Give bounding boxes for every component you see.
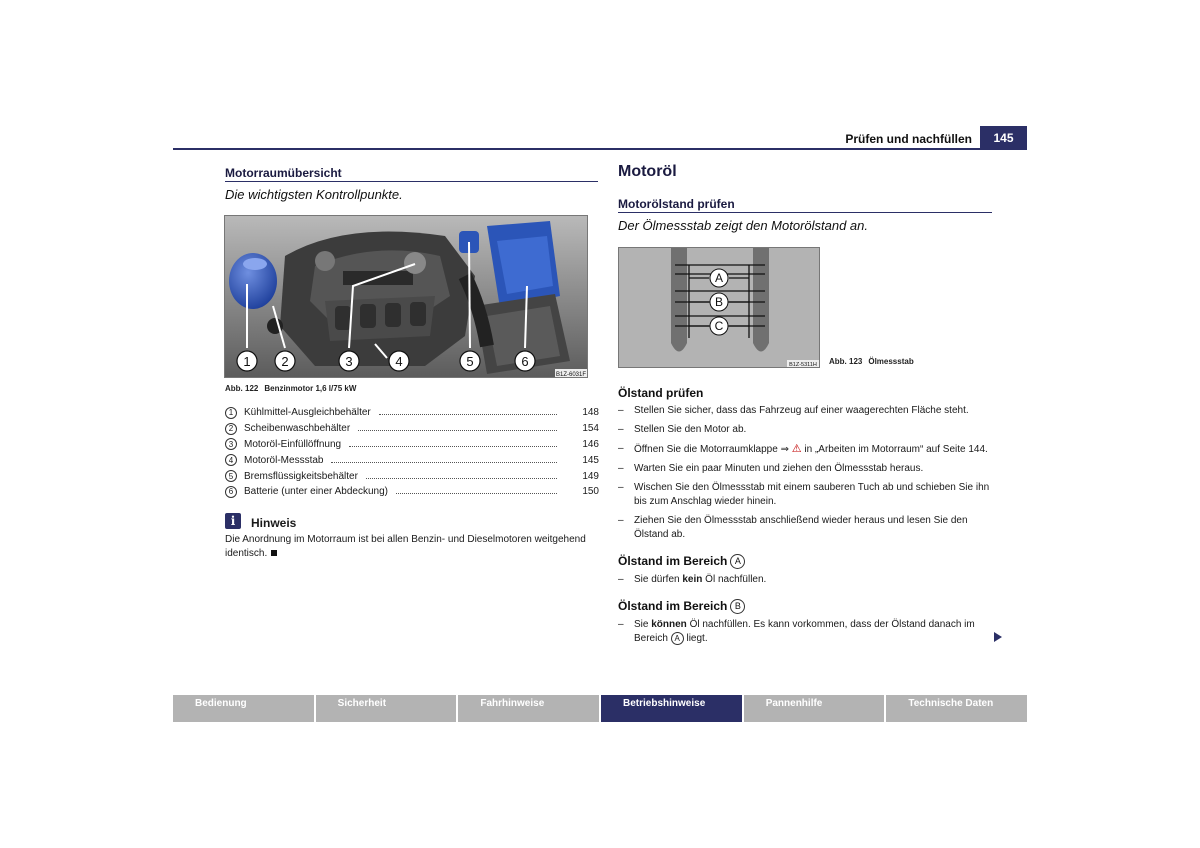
nav-tab-sicherheit[interactable]: Sicherheit <box>316 695 457 722</box>
warning-triangle-icon: ⚠ <box>791 443 802 455</box>
reference-arrow-icon: ⇒ <box>780 444 789 455</box>
range-b-item <box>618 618 994 646</box>
legend-number: 3 <box>225 438 237 450</box>
heading-range-a <box>618 554 745 569</box>
callout-1 <box>237 351 257 371</box>
range-b-bold: können <box>651 619 687 630</box>
range-b-inline-letter: A <box>671 632 684 645</box>
callout-label: 3 <box>345 354 353 369</box>
mark-c <box>710 317 728 335</box>
leader-dots <box>358 423 557 431</box>
callout-label: 2 <box>281 354 289 369</box>
heading-range-b <box>618 599 745 614</box>
callout-6 <box>515 351 535 371</box>
leader-dots <box>366 471 557 479</box>
legend-page-ref[interactable]: 150 <box>582 486 599 498</box>
legend-label: Batterie (unter einer Abdeckung) <box>244 486 388 498</box>
note-text <box>225 533 599 561</box>
mark-a <box>710 269 728 287</box>
dipstick-figure <box>618 247 820 368</box>
component-legend <box>225 405 599 500</box>
legend-label: Motoröl-Messstab <box>244 454 324 466</box>
callout-label: 5 <box>466 354 474 369</box>
heading-check-oil: Ölstand prüfen <box>618 386 704 400</box>
nav-tab-bedienung[interactable]: Bedienung <box>173 695 314 722</box>
callout-label: 6 <box>521 354 529 369</box>
nav-tab-technische-daten[interactable]: Technische Daten <box>886 695 1027 722</box>
section-lead: Die wichtigsten Kontrollpunkte. <box>225 187 403 202</box>
figure-code-122: B1Z-6031F <box>555 372 587 378</box>
figure-caption-122 <box>225 384 356 393</box>
figure-code-123: B1Z-5311H <box>789 362 817 368</box>
legend-item <box>225 437 599 453</box>
note-body: Die Anordnung im Motorraum ist bei allen Benzin- und Dieselmotoren weitgehend identisch. <box>225 534 586 559</box>
running-header-title: Prüfen und nachfüllen <box>845 132 972 146</box>
step-2: – Stellen Sie den Motor ab. <box>618 423 994 437</box>
right-lead: Der Ölmessstab zeigt den Motorölstand an. <box>618 218 869 233</box>
header-rule <box>173 148 1027 150</box>
legend-page-ref[interactable]: 145 <box>582 454 599 466</box>
figure-caption-123 <box>829 357 914 366</box>
range-b-text-c: liegt. <box>686 633 708 645</box>
legend-label: Kühlmittel-Ausgleichbehälter <box>244 407 371 419</box>
callout-3 <box>339 351 359 371</box>
legend-page-ref[interactable]: 146 <box>582 438 599 450</box>
end-of-section-icon <box>271 550 277 556</box>
page-number: 145 <box>980 126 1027 148</box>
callout-label: 4 <box>395 354 403 369</box>
range-a-list <box>618 573 994 592</box>
dipstick-illustration <box>619 248 820 368</box>
engine-bay-figure <box>224 215 588 378</box>
range-a-text-b: Öl nachfüllen. <box>705 574 767 585</box>
step-3 <box>618 442 994 457</box>
mark-label: A <box>714 271 724 285</box>
heading-rule <box>225 181 598 182</box>
legend-number: 4 <box>225 454 237 466</box>
callout-5 <box>460 351 480 371</box>
legend-page-ref[interactable]: 149 <box>582 470 599 482</box>
caption-text: Ölmessstab <box>868 357 914 366</box>
range-b-text-b: Öl nachfüllen. Es kann vorkommen, dass der Ölstand danach im Bereich <box>634 619 975 645</box>
legend-item <box>225 405 599 421</box>
legend-page-ref[interactable]: 148 <box>582 407 599 419</box>
legend-item <box>225 452 599 468</box>
legend-item <box>225 421 599 437</box>
legend-item <box>225 468 599 484</box>
range-b-heading-text: Ölstand im Bereich <box>618 599 728 613</box>
range-b-list <box>618 618 994 651</box>
legend-label: Scheibenwaschbehälter <box>244 423 351 435</box>
mark-label: B <box>714 295 724 309</box>
callout-2 <box>275 351 295 371</box>
legend-number: 1 <box>225 407 237 419</box>
range-a-letter: A <box>730 554 745 569</box>
range-a-bold: kein <box>682 574 703 585</box>
dipstick-marks <box>710 269 728 335</box>
legend-label: Bremsflüssigkeitsbehälter <box>244 470 358 482</box>
range-a-heading-text: Ölstand im Bereich <box>618 554 728 568</box>
legend-number: 5 <box>225 470 237 482</box>
step-6: – Ziehen Sie den Ölmessstab anschließend wieder heraus und lesen Sie den Ölstand ab. <box>618 514 994 542</box>
caption-text: Benzinmotor 1,6 l/75 kW <box>264 384 357 393</box>
legend-page-ref[interactable]: 154 <box>582 423 599 435</box>
legend-label: Motoröl-Einfüllöffnung <box>244 438 342 450</box>
legend-number: 2 <box>225 423 237 435</box>
heading-rule <box>618 212 992 213</box>
range-b-letter: B <box>730 599 745 614</box>
caption-label: Abb. 122 <box>225 384 259 393</box>
chapter-navigation <box>173 695 1027 722</box>
step-4: – Warten Sie ein paar Minuten und ziehen den Ölmessstab heraus. <box>618 462 994 476</box>
subheading-check-oil-level: Motorölstand prüfen <box>618 197 735 211</box>
step-3-text-b: in „Arbeiten im Motorraum“ auf Seite 144. <box>804 444 988 455</box>
legend-number: 6 <box>225 486 237 498</box>
oil-check-steps <box>618 404 994 547</box>
nav-tab-pannenhilfe[interactable]: Pannenhilfe <box>744 695 885 722</box>
step-1: – Stellen Sie sicher, dass das Fahrzeug auf einer waagerechten Fläche steht. <box>618 404 994 418</box>
caption-label: Abb. 123 <box>829 357 863 366</box>
step-5: – Wischen Sie den Ölmessstab mit einem sauberen Tuch ab und schieben Sie ihn bis zum Anschlag wieder hinein. <box>618 481 994 509</box>
range-a-item <box>618 573 994 587</box>
leader-dots <box>379 407 557 415</box>
range-a-text-a: Sie dürfen <box>634 574 680 585</box>
nav-tab-fahrhinweise[interactable]: Fahrhinweise <box>458 695 599 722</box>
section-title-motor-oil: Motoröl <box>618 163 677 180</box>
callout-label: 1 <box>243 354 251 369</box>
note-title: Hinweis <box>251 516 297 530</box>
continue-arrow-icon <box>994 632 1002 642</box>
nav-tab-betriebshinweise[interactable]: Betriebshinweise <box>601 695 742 722</box>
range-b-text-a: Sie <box>634 619 649 630</box>
engine-bay-illustration <box>225 216 588 378</box>
leader-dots <box>331 455 557 463</box>
leader-dots <box>396 486 557 494</box>
legend-item <box>225 484 599 500</box>
section-heading-engine-overview: Motorraumübersicht <box>225 166 342 180</box>
callout-4 <box>389 351 409 371</box>
mark-b <box>710 293 728 311</box>
info-icon: i <box>225 513 241 529</box>
leader-dots <box>349 439 557 447</box>
mark-label: C <box>714 319 724 333</box>
step-3-text-a: Öffnen Sie die Motorraumklappe <box>634 444 778 455</box>
